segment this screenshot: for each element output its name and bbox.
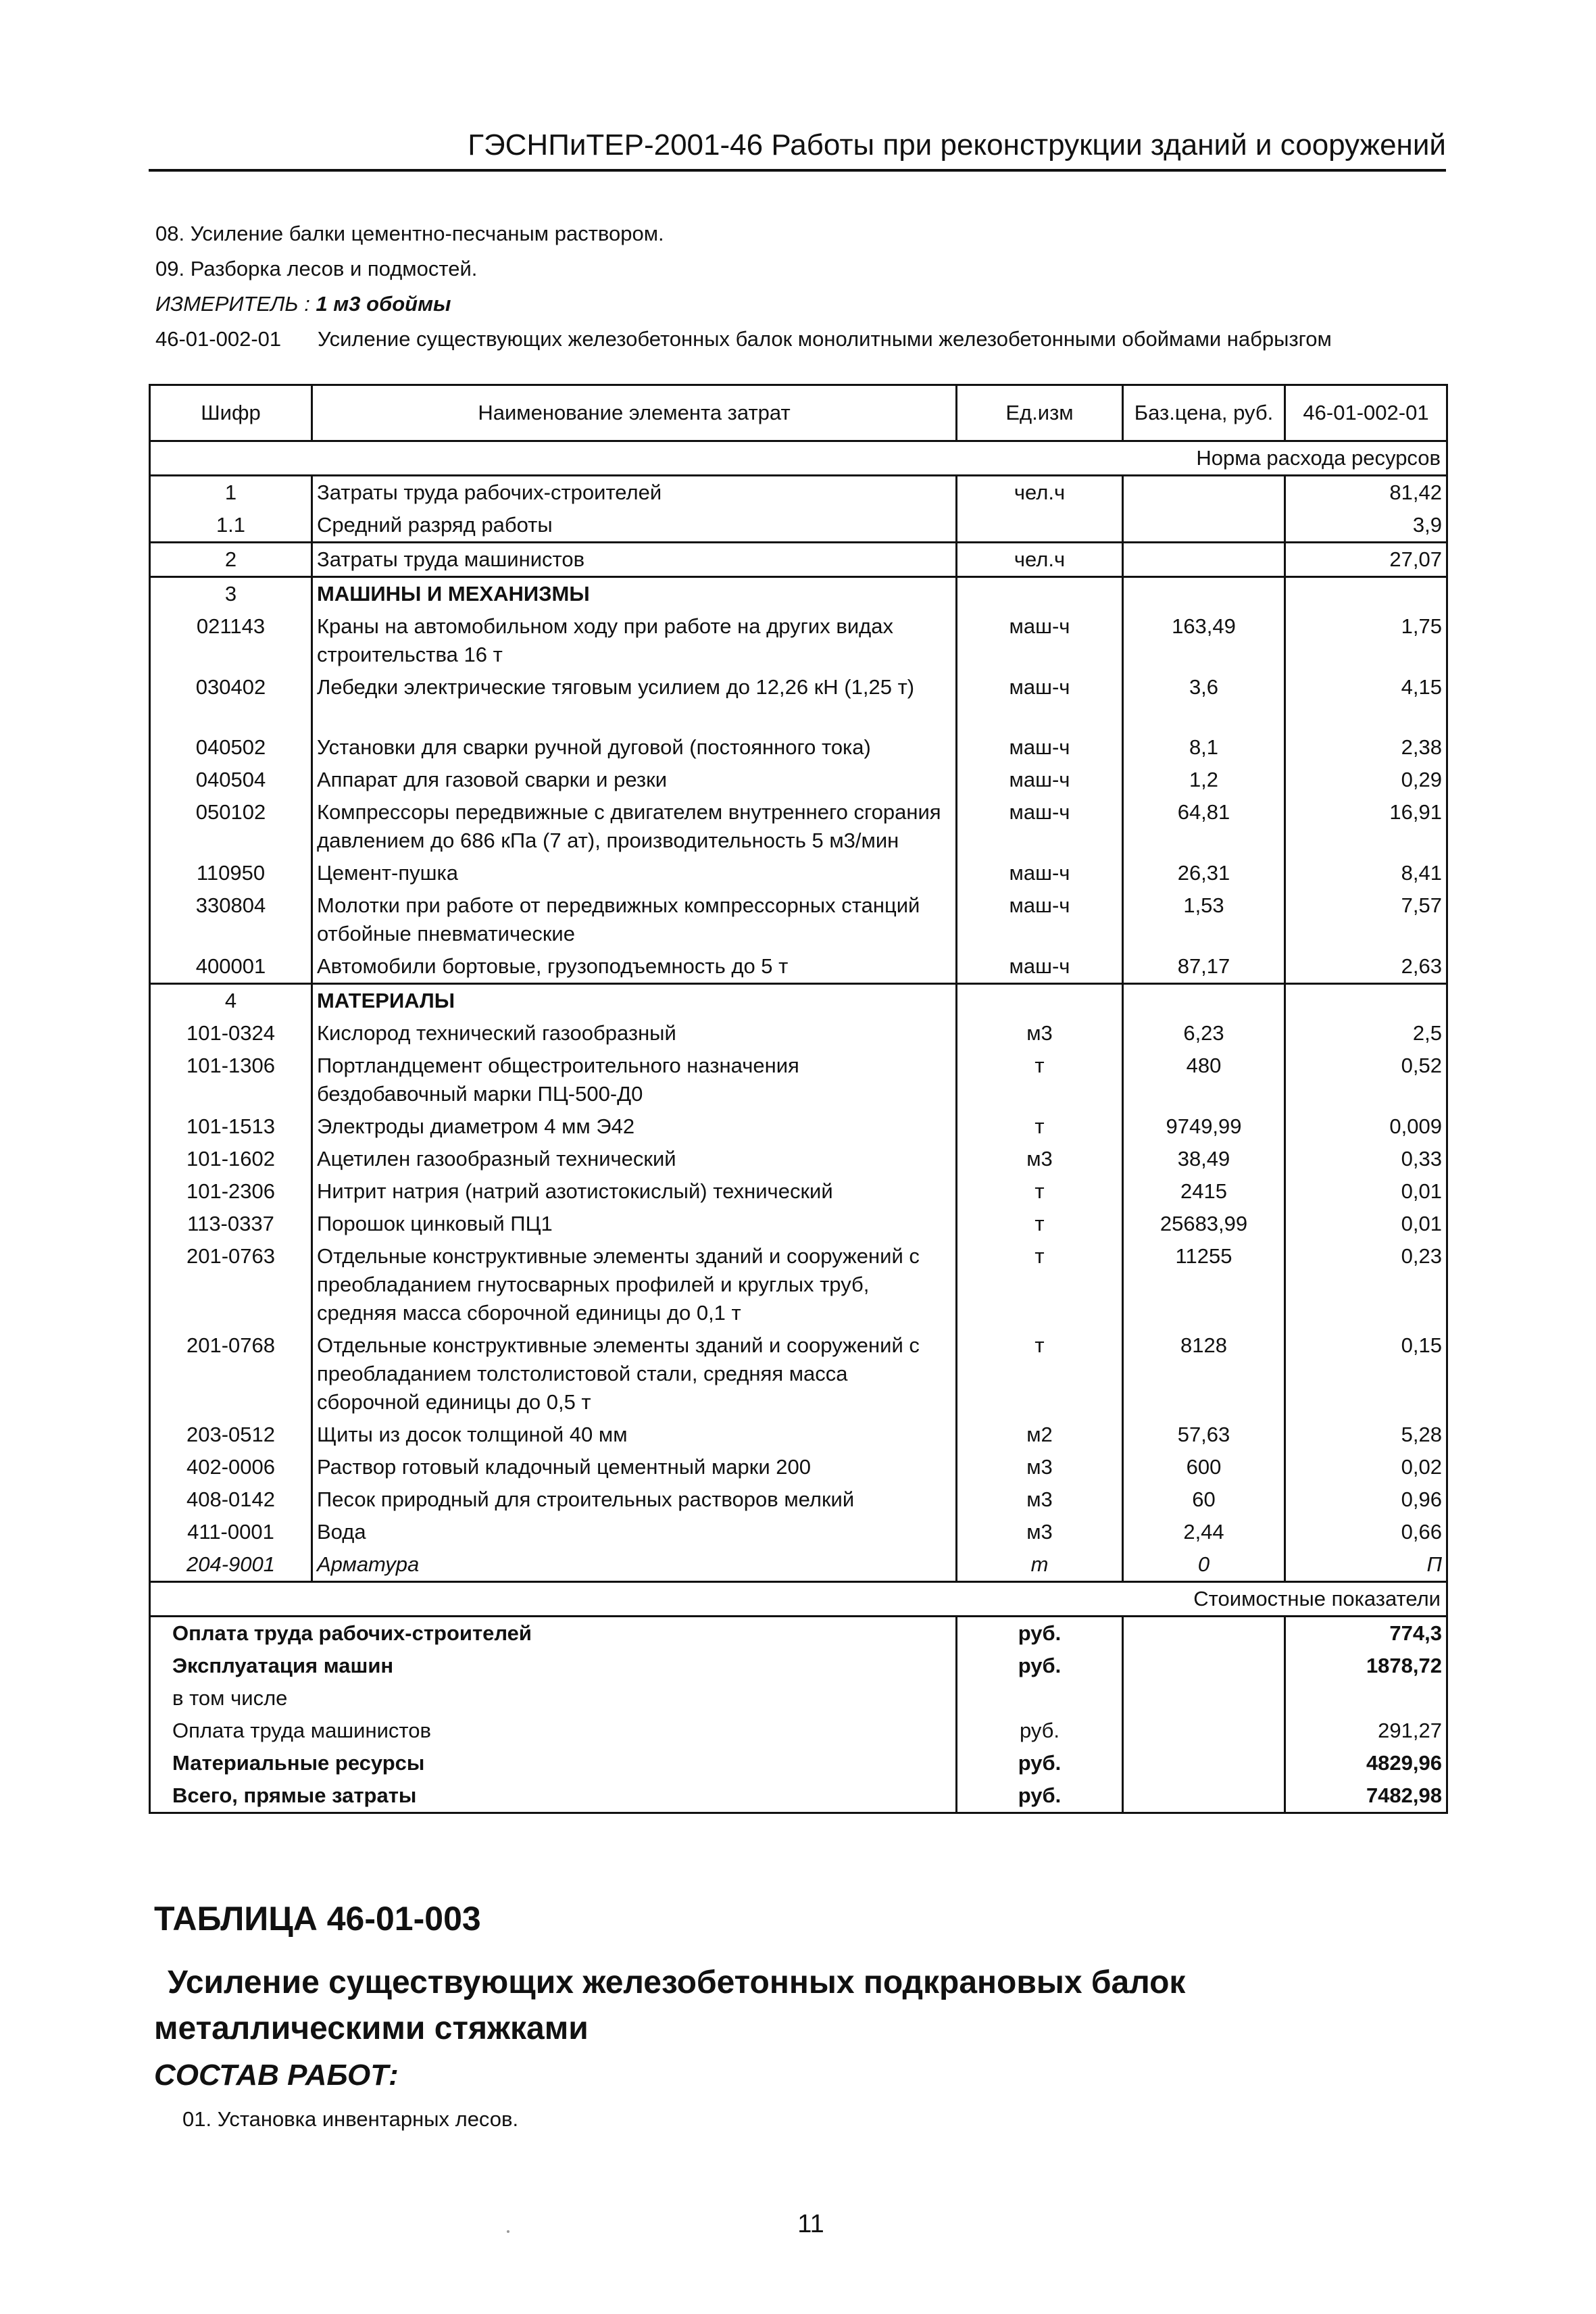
machine-row xyxy=(150,857,1447,889)
material-row xyxy=(150,1050,1447,1110)
material-row xyxy=(150,1240,1447,1329)
cost-row xyxy=(150,1650,1447,1682)
cell-norm xyxy=(1285,577,1447,611)
cost-value: 4829,96 xyxy=(1285,1747,1447,1779)
cell-code: 408-0142 xyxy=(150,1483,312,1516)
cell-name: Щиты из досок толщиной 40 мм xyxy=(312,1419,957,1451)
cost-label: Эксплуатация машин xyxy=(150,1650,957,1682)
section-code: 4 xyxy=(150,984,312,1018)
cost-blank xyxy=(1123,1779,1285,1813)
cell-name: Компрессоры передвижные с двигателем внутреннего сгорания давлением до 686 кПа (7 ат), производительность 5 м3/мин xyxy=(312,796,957,857)
cell-unit: маш-ч xyxy=(957,950,1123,984)
cell-price: 11255 xyxy=(1123,1240,1285,1329)
cell-name: Автомобили бортовые, грузоподъемность до 5 т xyxy=(312,950,957,984)
cell-code: 203-0512 xyxy=(150,1419,312,1451)
cell-unit: маш-ч xyxy=(957,610,1123,671)
norm-band-label: Норма расхода ресурсов xyxy=(150,441,1447,476)
machine-row xyxy=(150,764,1447,796)
section-name: МАТЕРИАЛЫ xyxy=(312,984,957,1018)
cell-code: 201-0763 xyxy=(150,1240,312,1329)
cost-blank xyxy=(1123,1617,1285,1650)
intro-block xyxy=(155,216,1473,357)
cell-unit xyxy=(957,577,1123,611)
materials-section-row xyxy=(150,984,1447,1018)
cost-unit: руб. xyxy=(957,1650,1123,1682)
cell-unit: т xyxy=(957,1050,1123,1110)
norm-title: Усиление существующих железобетонных балок монолитными железобетонными обоймами набрызгом xyxy=(318,327,1332,351)
header-price: Баз.цена, руб. xyxy=(1123,385,1285,441)
cell-unit: т xyxy=(957,1548,1123,1582)
cell-unit: т xyxy=(957,1240,1123,1329)
table-header xyxy=(150,385,1447,441)
section-code: 3 xyxy=(150,577,312,611)
machine-row xyxy=(150,671,1447,731)
norm-title-line xyxy=(155,322,1473,357)
cell-price: 87,17 xyxy=(1123,950,1285,984)
cell-norm: 27,07 xyxy=(1285,543,1447,577)
cell-unit: т xyxy=(957,1208,1123,1240)
cell-code: 021143 xyxy=(150,610,312,671)
cell-name: Нитрит натрия (натрий азотистокислый) технический xyxy=(312,1175,957,1208)
cost-band xyxy=(150,1582,1447,1617)
cell-unit: маш-ч xyxy=(957,889,1123,950)
cell-name: Молотки при работе от передвижных компрессорных станций отбойные пневматические xyxy=(312,889,957,950)
cost-label: Материальные ресурсы xyxy=(150,1747,957,1779)
cell-name: Аппарат для газовой сварки и резки xyxy=(312,764,957,796)
cell-code: 040502 xyxy=(150,731,312,764)
work-step-08: 08. Усиление балки цементно-песчаным раствором. xyxy=(155,222,664,245)
machine-row xyxy=(150,950,1447,984)
cell-price xyxy=(1123,509,1285,543)
cost-value: 291,27 xyxy=(1285,1715,1447,1747)
cost-blank xyxy=(1123,1682,1285,1715)
cell-norm: 2,5 xyxy=(1285,1017,1447,1050)
cell-name: Средний разряд работы xyxy=(312,509,957,543)
cell-code: 402-0006 xyxy=(150,1451,312,1483)
cell-name: Лебедки электрические тяговым усилием до 12,26 кН (1,25 т) xyxy=(312,671,957,731)
cell-norm: 5,28 xyxy=(1285,1419,1447,1451)
cell-price xyxy=(1123,577,1285,611)
cost-value: 774,3 xyxy=(1285,1617,1447,1650)
cell-price: 9749,99 xyxy=(1123,1110,1285,1143)
cell-norm xyxy=(1285,984,1447,1018)
cell-norm: 7,57 xyxy=(1285,889,1447,950)
material-row xyxy=(150,1419,1447,1451)
table-body xyxy=(150,441,1447,1813)
cost-value: 1878,72 xyxy=(1285,1650,1447,1682)
cell-norm: 16,91 xyxy=(1285,796,1447,857)
cell-price: 26,31 xyxy=(1123,857,1285,889)
header-code: Шифр xyxy=(150,385,312,441)
cell-price: 0 xyxy=(1123,1548,1285,1582)
cell-unit xyxy=(957,509,1123,543)
cell-norm: 0,01 xyxy=(1285,1208,1447,1240)
cell-unit: маш-ч xyxy=(957,731,1123,764)
cell-norm: 2,38 xyxy=(1285,731,1447,764)
cell-code: 330804 xyxy=(150,889,312,950)
norm-band xyxy=(150,441,1447,476)
cell-code: 1 xyxy=(150,476,312,510)
labor-row xyxy=(150,476,1447,510)
material-row xyxy=(150,1110,1447,1143)
cell-code: 101-1602 xyxy=(150,1143,312,1175)
cell-code: 113-0337 xyxy=(150,1208,312,1240)
cost-band-label: Стоимостные показатели xyxy=(150,1582,1447,1617)
material-row xyxy=(150,1451,1447,1483)
norm-code: 46-01-002-01 xyxy=(155,327,282,351)
composition-label: СОСТАВ РАБОТ: xyxy=(154,2059,399,2092)
cell-price: 25683,99 xyxy=(1123,1208,1285,1240)
cell-unit: м3 xyxy=(957,1451,1123,1483)
cell-price: 480 xyxy=(1123,1050,1285,1110)
cell-price: 64,81 xyxy=(1123,796,1285,857)
cell-unit: м2 xyxy=(957,1419,1123,1451)
next-table-subtitle xyxy=(154,1960,1438,2052)
material-row xyxy=(150,1516,1447,1548)
section-name: МАШИНЫ И МЕХАНИЗМЫ xyxy=(312,577,957,611)
machine-row xyxy=(150,610,1447,671)
cost-blank xyxy=(1123,1650,1285,1682)
cell-price: 163,49 xyxy=(1123,610,1285,671)
machines-section-row xyxy=(150,577,1447,611)
cell-name: Электроды диаметром 4 мм Э42 xyxy=(312,1110,957,1143)
cell-code: 030402 xyxy=(150,671,312,731)
cost-row xyxy=(150,1682,1447,1715)
cell-price: 57,63 xyxy=(1123,1419,1285,1451)
cell-price: 600 xyxy=(1123,1451,1285,1483)
norms-table xyxy=(149,384,1448,1814)
cost-row xyxy=(150,1715,1447,1747)
cell-unit: маш-ч xyxy=(957,671,1123,731)
cell-name: Отдельные конструктивные элементы зданий и сооружений с преобладанием гнутосварных профилей и круглых труб, средняя масса сборочной единицы до 0,1 т xyxy=(312,1240,957,1329)
cost-row xyxy=(150,1747,1447,1779)
material-row xyxy=(150,1175,1447,1208)
cell-norm: 0,009 xyxy=(1285,1110,1447,1143)
cell-unit: т xyxy=(957,1110,1123,1143)
cell-norm: 4,15 xyxy=(1285,671,1447,731)
cell-norm: 8,41 xyxy=(1285,857,1447,889)
cell-unit: т xyxy=(957,1175,1123,1208)
machine-row xyxy=(150,889,1447,950)
cell-norm: 81,42 xyxy=(1285,476,1447,510)
cell-code: 101-2306 xyxy=(150,1175,312,1208)
cell-norm: 0,23 xyxy=(1285,1240,1447,1329)
cell-code: 101-1513 xyxy=(150,1110,312,1143)
header-unit: Ед.изм xyxy=(957,385,1123,441)
cost-label: Оплата труда рабочих-строителей xyxy=(150,1617,957,1650)
header-norm: 46-01-002-01 xyxy=(1285,385,1447,441)
cell-unit: маш-ч xyxy=(957,764,1123,796)
measure-value: 1 м3 обоймы xyxy=(316,292,451,316)
cell-name: Цемент-пушка xyxy=(312,857,957,889)
cost-label: Оплата труда машинистов xyxy=(150,1715,957,1747)
cell-norm: 0,52 xyxy=(1285,1050,1447,1110)
cell-norm: 0,96 xyxy=(1285,1483,1447,1516)
cell-code: 050102 xyxy=(150,796,312,857)
header-name: Наименование элемента затрат xyxy=(312,385,957,441)
running-header: ГЭСНПиТЕР-2001-46 Работы при реконструкции зданий и сооружений xyxy=(149,128,1446,172)
cell-unit: чел.ч xyxy=(957,476,1123,510)
cost-unit: руб. xyxy=(957,1747,1123,1779)
cell-price: 1,2 xyxy=(1123,764,1285,796)
cell-code: 204-9001 xyxy=(150,1548,312,1582)
cell-name: Ацетилен газообразный технический xyxy=(312,1143,957,1175)
cell-norm: 2,63 xyxy=(1285,950,1447,984)
cell-price: 60 xyxy=(1123,1483,1285,1516)
cost-label: в том числе xyxy=(150,1682,957,1715)
cell-price xyxy=(1123,543,1285,577)
cell-price: 2,44 xyxy=(1123,1516,1285,1548)
cell-norm: 0,29 xyxy=(1285,764,1447,796)
subtitle-line-2: металлическими стяжками xyxy=(154,2011,589,2046)
cell-norm: 0,15 xyxy=(1285,1329,1447,1419)
cell-name: Кислород технический газообразный xyxy=(312,1017,957,1050)
work-item-01: 01. Установка инвентарных лесов. xyxy=(182,2107,519,2131)
material-row xyxy=(150,1017,1447,1050)
cell-price: 6,23 xyxy=(1123,1017,1285,1050)
cell-name: Раствор готовый кладочный цементный марки 200 xyxy=(312,1451,957,1483)
cell-name: Портландцемент общестроительного назначения бездобавочный марки ПЦ-500-Д0 xyxy=(312,1050,957,1110)
scan-speck xyxy=(507,2230,509,2233)
cell-price: 2415 xyxy=(1123,1175,1285,1208)
cost-unit: руб. xyxy=(957,1779,1123,1813)
cell-unit: м3 xyxy=(957,1516,1123,1548)
cost-row xyxy=(150,1617,1447,1650)
cell-unit xyxy=(957,984,1123,1018)
machine-row xyxy=(150,731,1447,764)
cell-norm: 1,75 xyxy=(1285,610,1447,671)
cell-norm: 0,33 xyxy=(1285,1143,1447,1175)
cell-price xyxy=(1123,984,1285,1018)
cell-unit: м3 xyxy=(957,1483,1123,1516)
measure-label: ИЗМЕРИТЕЛЬ : xyxy=(155,292,310,316)
cell-unit: т xyxy=(957,1329,1123,1419)
cell-norm: П xyxy=(1285,1548,1447,1582)
cell-name: Порошок цинковый ПЦ1 xyxy=(312,1208,957,1240)
cell-code: 1.1 xyxy=(150,509,312,543)
cell-unit: маш-ч xyxy=(957,857,1123,889)
cost-value: 7482,98 xyxy=(1285,1779,1447,1813)
next-table-title: ТАБЛИЦА 46-01-003 xyxy=(154,1900,481,1938)
cell-norm: 3,9 xyxy=(1285,509,1447,543)
page-number: 11 xyxy=(797,2210,824,2238)
cell-name: Краны на автомобильном ходу при работе на других видах строительства 16 т xyxy=(312,610,957,671)
cell-name: Установки для сварки ручной дуговой (постоянного тока) xyxy=(312,731,957,764)
cell-price: 8128 xyxy=(1123,1329,1285,1419)
labor-row xyxy=(150,509,1447,543)
cell-price: 38,49 xyxy=(1123,1143,1285,1175)
cell-code: 040504 xyxy=(150,764,312,796)
cell-code: 101-1306 xyxy=(150,1050,312,1110)
cell-price: 1,53 xyxy=(1123,889,1285,950)
cost-unit: руб. xyxy=(957,1715,1123,1747)
cell-name: Песок природный для строительных растворов мелкий xyxy=(312,1483,957,1516)
cost-blank xyxy=(1123,1747,1285,1779)
operators-row xyxy=(150,543,1447,577)
cell-name: Вода xyxy=(312,1516,957,1548)
material-row xyxy=(150,1143,1447,1175)
work-step-09: 09. Разборка лесов и подмостей. xyxy=(155,257,478,280)
cell-unit: м3 xyxy=(957,1017,1123,1050)
cost-unit: руб. xyxy=(957,1617,1123,1650)
cell-unit: чел.ч xyxy=(957,543,1123,577)
cell-name: Арматура xyxy=(312,1548,957,1582)
machine-row xyxy=(150,796,1447,857)
cell-price xyxy=(1123,476,1285,510)
cell-unit: м3 xyxy=(957,1143,1123,1175)
cell-norm: 0,01 xyxy=(1285,1175,1447,1208)
cost-label: Всего, прямые затраты xyxy=(150,1779,957,1813)
cell-code: 101-0324 xyxy=(150,1017,312,1050)
cell-code: 411-0001 xyxy=(150,1516,312,1548)
subtitle-line-1: Усиление существующих железобетонных подкрановых балок xyxy=(168,1965,1186,2000)
cell-code: 110950 xyxy=(150,857,312,889)
cell-name: Затраты труда машинистов xyxy=(312,543,957,577)
material-row xyxy=(150,1329,1447,1419)
cell-code: 2 xyxy=(150,543,312,577)
cell-code: 400001 xyxy=(150,950,312,984)
cell-name: Отдельные конструктивные элементы зданий и сооружений с преобладанием толстолистовой стали, средняя масса сборочной единицы до 0,5 т xyxy=(312,1329,957,1419)
rebar-row xyxy=(150,1548,1447,1582)
cell-norm: 0,66 xyxy=(1285,1516,1447,1548)
cell-unit: маш-ч xyxy=(957,796,1123,857)
cost-unit xyxy=(957,1682,1123,1715)
cell-norm: 0,02 xyxy=(1285,1451,1447,1483)
cell-price: 3,6 xyxy=(1123,671,1285,731)
cost-value xyxy=(1285,1682,1447,1715)
cell-price: 8,1 xyxy=(1123,731,1285,764)
cell-name: Затраты труда рабочих-строителей xyxy=(312,476,957,510)
cell-code: 201-0768 xyxy=(150,1329,312,1419)
cost-blank xyxy=(1123,1715,1285,1747)
material-row xyxy=(150,1208,1447,1240)
cost-row xyxy=(150,1779,1447,1813)
measure-line xyxy=(155,287,1473,322)
material-row xyxy=(150,1483,1447,1516)
